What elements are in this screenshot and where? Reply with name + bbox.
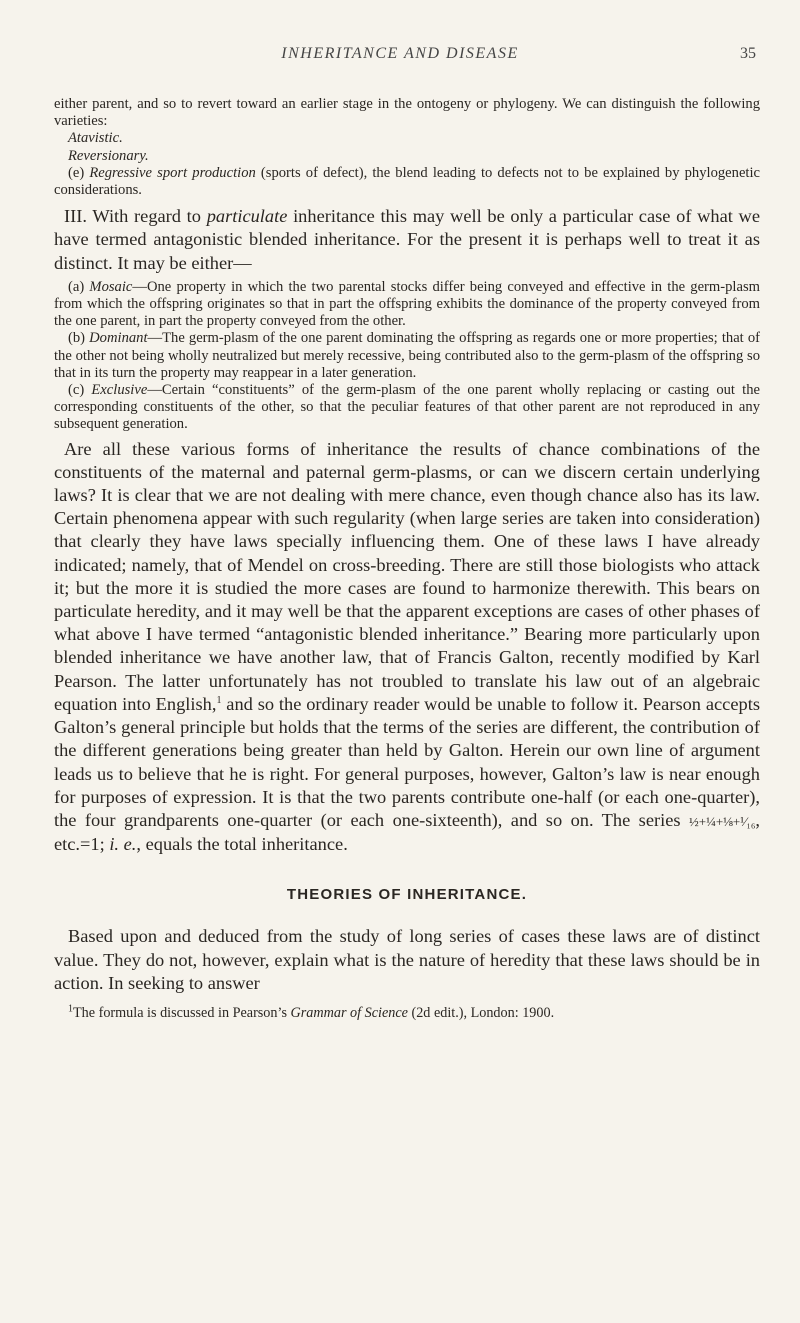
section-heading: THEORIES OF INHERITANCE.: [286, 886, 528, 904]
item-c-text: —Certain “constituents” of the germ-plasm of the one parent wholly replacing or casting out the corresponding constituents of the other, so that the peculiar features of that other parent are not reproduced in any subsequent generation.: [54, 382, 760, 433]
paragraph-laws-of-inheritance: [54, 438, 760, 857]
paragraph-particulate: [54, 205, 760, 275]
paragraph-laws-d: , equals the total inheritance.: [136, 834, 348, 855]
item-e-label: (e): [68, 164, 85, 181]
item-e-regressive: [54, 165, 760, 199]
item-e-term: Regressive sport production: [89, 164, 256, 181]
item-c-term: Exclusive: [91, 382, 148, 399]
footnote-text-b: (2d edit.), London: 1900.: [407, 1004, 555, 1021]
item-b-label: (b): [68, 330, 86, 347]
paragraph-particulate-b: inheritance this may well be only a particular case of what we have termed antagonistic blended inheritance. For the present it is perhaps well to treat it as distinct. It may be either—: [54, 206, 760, 273]
paragraph-laws-a: Are all these various forms of inheritance the results of chance combinations of the constituents of the maternal and paternal germ-plasms, or can we discern certain underlying laws? It is clear that we are not dealing with mere chance, even though chance also has its law. Certain phenomena appear with such regularity (when large series are taken into consideration) that clearly they have laws specially influencing them. One of these laws I have already indicated; namely, that of Mendel on cross-breeding. There are still those biologists who attack it; but the more it is studied the more cases are found to harmonize therewith. This bears on particulate heredity, and it may well be that the apparent exceptions are cases of other phases of what above I have termed “antagonistic blended inheritance.” Bearing more particularly upon blended inheritance we have another law, that of Francis Galton, recently modified by Karl Pearson. The latter unfortunately has not troubled to translate his law out of an algebraic equation into English,: [54, 438, 760, 714]
particulate-term: particulate: [206, 206, 288, 227]
galton-series: ½+¼+⅛+¹⁄₁₆: [689, 813, 756, 829]
item-b-dominant: [54, 330, 760, 382]
variety-atavistic-term: Atavistic.: [68, 130, 123, 147]
item-c-exclusive: [54, 382, 760, 434]
page-number: 35: [740, 45, 756, 62]
item-a-text: —One property in which the two parental stocks differ being conveyed and effective in the germ-plasm from which the offspring originates so that in part the offspring exhibits the dominance of the property conveyed from the one parent, in part the property conveyed from the other.: [54, 278, 760, 330]
variety-atavistic: [54, 130, 760, 147]
footnote-ref[interactable]: 1: [216, 694, 222, 706]
page-body: [54, 96, 760, 1036]
paragraph-theories: Based upon and deduced from the study of long series of cases these laws are of distinct value. They do not, however, explain what is the nature of heredity that these laws should be in action. In seeking to answer: [54, 926, 760, 993]
paragraph-laws-b: and so the ordinary reader would be unable to follow it. Pearson accepts Galton’s general principle but holds that the terms of the series are different, the contribution of the different generations being greater than held by Galton. Herein our own line of argument leads us to believe that he is right. For general purposes, however, Galton’s law is near enough for purposes of expression. It is that the two parents contribute one-half (or each one-quarter), the four grandparents one-quarter (or each one-sixteenth), and so on. The series: [54, 693, 760, 830]
paragraph-particulate-a: III. With regard to: [64, 206, 207, 227]
variety-reversionary: [54, 148, 760, 165]
variety-reversionary-term: Reversionary.: [68, 147, 149, 164]
ie-abbrev: i. e.: [109, 834, 137, 855]
paragraph-reversion-intro: either parent, and so to revert toward an earlier stage in the ontogeny or phylogeny. We can distinguish the following varieties:: [54, 96, 760, 130]
item-a-mosaic: [54, 279, 760, 331]
footnote-text-a: The formula is discussed in Pearson’s: [73, 1004, 291, 1021]
item-e-text: (sports of defect), the blend leading to defects not to be explained by phylogenetic considerations.: [54, 164, 761, 199]
footnote-book-title: Grammar of Science: [290, 1004, 408, 1021]
running-head: [0, 45, 800, 67]
item-a-term: Mosaic: [89, 278, 133, 295]
running-title: INHERITANCE AND DISEASE: [281, 45, 519, 62]
footnote: [54, 1005, 760, 1022]
item-a-label: (a): [68, 278, 85, 295]
paragraph-laws-c: , etc.=1;: [54, 809, 760, 855]
item-b-text: —The germ-plasm of the one parent dominating the offspring as regards one or more properties; that of the other not being wholly neutralized but merely recessive, being contributed also to the germ-plasm of the offspring so that in its turn the property may reappear in a later generation.: [54, 330, 760, 381]
item-b-term: Dominant: [89, 330, 148, 347]
footnote-marker: 1: [68, 1003, 73, 1015]
item-c-label: (c): [68, 382, 85, 399]
